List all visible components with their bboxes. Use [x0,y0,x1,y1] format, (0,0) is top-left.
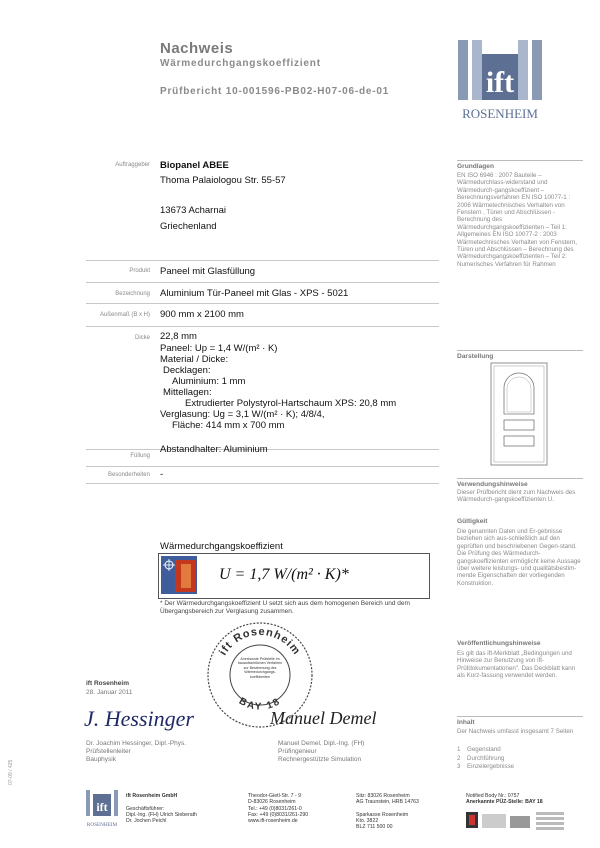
client-country: Griechenland [160,221,217,232]
product-value: Paneel mit Glasfüllung [160,266,256,277]
result-footnote: * Der Wärmedurchgangskoeffizient U setzt sich aus dem homogenen Bereich und dem Übergangsbereich zur Verglasung zusammen. [160,600,410,615]
signatory-2 [278,740,364,764]
result-box [158,553,430,599]
mittellagen-heading: Mittellagen: [163,387,212,398]
sidebar-gueltigkeit-heading: Gültigkeit [457,518,488,525]
sidebar-verwendung-heading: Verwendungshinweise [457,478,583,488]
sidebar-inhalt-text: Der Nachweis umfasst insgesamt 7 Seiten [457,728,574,735]
footer-notified-body: Notified Body Nr.: 0757 Anerkannte PÜZ-Stelle: BAY 18 [466,793,543,806]
abstandhalter-value: Abstandhalter: Aluminium [160,444,268,455]
dimensions-value: 900 mm x 2100 mm [160,309,244,320]
thermal-icon [161,556,197,594]
svg-text:ift: ift [96,800,108,814]
document-title: Nachweis [160,40,234,57]
signatory-1-role: Prüfstellenleiter [86,748,131,755]
contents-list [457,746,583,772]
result-heading: Wärmedurchgangskoeffizient [160,541,283,552]
verglasung-value: Verglasung: Ug = 3,1 W/(m² · K); 4/8/4, [160,409,325,420]
issuer-org: ift Rosenheim [86,680,129,687]
label-auftraggeber: Auftraggeber [115,162,150,168]
svg-text:ROSENHEIM: ROSENHEIM [86,822,118,828]
svg-text:ift: ift [485,66,515,99]
panel-u-value: Paneel: Up = 1,4 W/(m² · K) [160,343,278,354]
footer-ift-logo [86,790,118,830]
report-number: Prüfbericht 10-001596-PB02-H07-06-de-01 [160,86,390,97]
signature-demel: Manuel Demel [270,708,377,728]
divider [86,282,439,283]
seal-center-text: Anerkannte Prüfstelle im bauaufsichtlichen Verfahren zur Bestimmung des Wärmedurchgangs-koeffizienten [237,657,283,679]
sidebar-verwendung-text: Dieser Prüfbericht dient zum Nachweis des Wärmedurch-gangskoeffizienten U. [457,489,576,504]
ift-logo [454,40,546,132]
svg-text:BAY 18: BAY 18 [236,695,284,713]
label-aussenmass: Außenmaß (B x H) [99,312,150,318]
document-subtitle: Wärmedurchgangskoeffizient [160,58,321,69]
mittellagen-value: Extrudierter Polystyrol-Hartschaum XPS: 20,8 mm [185,398,397,409]
footer-address: Theodor-Gietl-Str. 7 - 9 D-83026 Rosenheim Tel.: +49 (0)8031/261-0 Fax: +49 (0)8031/261-290 www.ift-rosenheim.de [248,793,309,825]
sidebar-veroeff-text: Es gilt das ift-Merkblatt „Bedingungen und Hinweise zur Benutzung von ift-Prüfdokumentationen". Das Deckblatt kann als Kurz-fassung verwendet werden. [457,650,576,680]
signatory-2-name: Manuel Demel, Dipl.-Ing. (FH) [278,740,365,747]
client-street: Thoma Palaiologou Str. 55-57 [160,175,286,186]
form-code: 07-09 / 425 [8,759,14,785]
besonderheiten-value: - [160,469,164,480]
issue-date: 28. Januar 2011 [86,689,133,696]
flaeche-value: Fläche: 414 mm x 700 mm [172,420,285,431]
signatory-1 [86,740,186,764]
sidebar-gueltigkeit-text: Die genannten Daten und Er-gebnisse beziehen sich aus-schließlich auf den geprüften und beschriebenen Gegen-stand. Die Prüfung des Wärmedurch-gangskoeffizienten ermöglicht keine Aussage über weitere leistungs- und qualitätsbestim-mende Eigenschaften der vorliegenden Konstruktion. [457,528,581,587]
thickness-value: 22,8 mm [160,331,197,342]
decklagen-heading: Decklagen: [163,365,211,376]
label-fuellung: Füllung [130,453,150,459]
sidebar-darstellung-heading: Darstellung [457,350,583,360]
divider [86,326,439,327]
decklagen-value: Aluminium: 1 mm [172,376,246,387]
label-besonderheiten: Besonderheiten [107,472,150,478]
designation-value: Aluminium Tür-Paneel mit Glas - XPS - 5021 [160,288,349,299]
footer-company: ift Rosenheim GmbH Geschäftsführer: Dipl.-Ing. (FH) Ulrich Sieberath Dr. Jochen Peichl [126,793,197,825]
signatory-1-name: Dr. Joachim Hessinger, Dipl.-Phys. [86,740,187,747]
divider [86,303,439,304]
signatory-2-role: Prüfingenieur [278,748,317,755]
u-value-formula: U = 1,7 W/(m² · K)* [219,566,349,583]
material-heading: Material / Dicke: [160,354,229,365]
divider [86,466,439,467]
svg-text:ift Rosenheim: ift Rosenheim [217,625,303,658]
signatory-1-dept: Bauphysik [86,756,116,763]
accreditation-logos [466,810,566,832]
divider [86,483,439,484]
list-item: 2 Durchführung [457,754,505,762]
signature-hessinger: J. Hessinger [84,706,194,731]
door-panel-drawing [490,362,548,466]
label-produkt: Produkt [129,268,150,274]
list-item: 1 Gegenstand [457,746,501,753]
sidebar-grundlagen-heading: Grundlagen [457,160,583,170]
panel-spec [160,343,396,431]
client-city: 13673 Acharnai [160,205,227,216]
divider [86,260,439,261]
svg-text:ROSENHEIM: ROSENHEIM [462,106,538,121]
signatory-2-dept: Rechnergestützte Simulation [278,756,362,763]
footer-registry: Sitz: 83026 Rosenheim AG Traunstein, HRB 14763 Sparkasse Rosenheim Kto. 3822 BLZ 711 500 00 [356,793,419,831]
sidebar-veroeff-heading: Veröffentlichungshinweise [457,640,541,647]
client-name: Biopanel ABEE [160,160,229,171]
sidebar-inhalt-heading: Inhalt [457,716,583,726]
sidebar-grundlagen-text: EN ISO 6946 : 2007 Bauteile – Wärmedurchlass-widerstand und Wärmedurch-gangskoeffizient – Berechnungsverfahren EN ISO 10077-1 : 2006 Wärmetechnisches Verhalten von Fenstern , Türen und Abschlüssen - Berechnung des Wärmedurchgangskoeffizienten – Teil 1: Allgemeines EN ISO 10077-2 : 2003 Wärmetechnisches Verhalten von Fenstern, Türen und Abschlüssen – Berechnung des Wärmedurchgangskoeffizienten – Teil 2: Numerisches Verfahren für Rahmen [457,172,578,268]
label-dicke: Dicke [134,335,150,341]
list-item: 3 Einzelergebnisse [457,763,515,771]
label-bezeichnung: Bezeichnung [115,291,150,297]
